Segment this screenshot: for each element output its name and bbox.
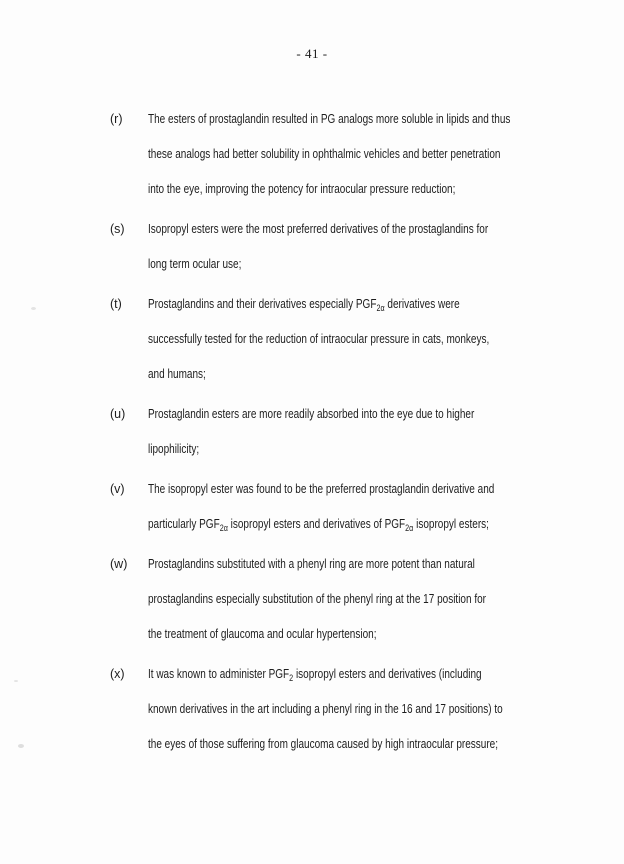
- item-label: (v): [110, 482, 125, 496]
- text-line: Isopropyl esters were the most preferred derivatives of the prostaglandins for: [148, 222, 489, 236]
- text-line: Prostaglandin esters are more readily absorbed into the eye due to higher: [148, 407, 475, 421]
- item-label: (w): [110, 557, 128, 571]
- scan-speck: [18, 744, 24, 748]
- text-line: known derivatives in the art including a phenyl ring in the 16 and 17 positions) to: [148, 702, 503, 716]
- item-lines: [148, 287, 502, 392]
- scan-speck: [31, 307, 36, 310]
- item-lines: [148, 212, 502, 282]
- subscript: 2: [289, 673, 294, 683]
- list-item: [110, 657, 590, 762]
- list-item: [110, 547, 590, 652]
- scan-speck: [14, 680, 18, 682]
- item-label: (u): [110, 407, 126, 421]
- list-item: [110, 472, 590, 542]
- text-line: prostaglandins especially substitution of the phenyl ring at the 17 position for: [148, 592, 486, 606]
- text-line: successfully tested for the reduction of intraocular pressure in cats, monkeys,: [148, 332, 490, 346]
- text-line: the treatment of glaucoma and ocular hypertension;: [148, 627, 377, 641]
- document-body: [110, 102, 590, 767]
- text-line: particularly $PGF_{2\alpha}$ isopropyl esters and derivatives of $PGF_{2\alpha}$ isopropyl esters;: [148, 517, 489, 533]
- item-lines: [148, 657, 502, 762]
- list-item: [110, 212, 590, 282]
- subscript: 2α: [376, 303, 385, 313]
- list-item: [110, 287, 590, 392]
- item-lines: [148, 472, 502, 542]
- item-label: (r): [110, 112, 123, 126]
- item-lines: [148, 102, 511, 207]
- item-label: (s): [110, 222, 125, 236]
- text-line: long term ocular use;: [148, 257, 242, 271]
- text-line: The isopropyl ester was found to be the preferred prostaglandin derivative and: [148, 482, 495, 496]
- item-label: (x): [110, 667, 125, 681]
- item-label: (t): [110, 297, 122, 311]
- item-lines: [148, 547, 502, 652]
- text-line: lipophilicity;: [148, 442, 200, 456]
- subscript: 2α: [219, 523, 228, 533]
- text-line: the eyes of those suffering from glaucoma caused by high intraocular pressure;: [148, 737, 499, 751]
- text-line: Prostaglandins and their derivatives especially $PGF_{2\alpha}$ derivatives were: [148, 297, 460, 313]
- text-line: The esters of prostaglandin resulted in PG analogs more soluble in lipids and thus: [148, 112, 511, 126]
- page-number: - 41 -: [296, 46, 328, 61]
- list-item: [110, 397, 590, 467]
- subscript: 2α: [405, 523, 414, 533]
- list-item: [110, 102, 590, 207]
- text-line: and humans;: [148, 367, 206, 381]
- item-lines: [148, 397, 502, 467]
- text-line: It was known to administer $PGF_2$ isopropyl esters and derivatives (including: [148, 667, 482, 683]
- text-line: these analogs had better solubility in ophthalmic vehicles and better penetration: [148, 147, 501, 161]
- text-line: into the eye, improving the potency for intraocular pressure reduction;: [148, 182, 456, 196]
- text-line: Prostaglandins substituted with a phenyl ring are more potent than natural: [148, 557, 475, 571]
